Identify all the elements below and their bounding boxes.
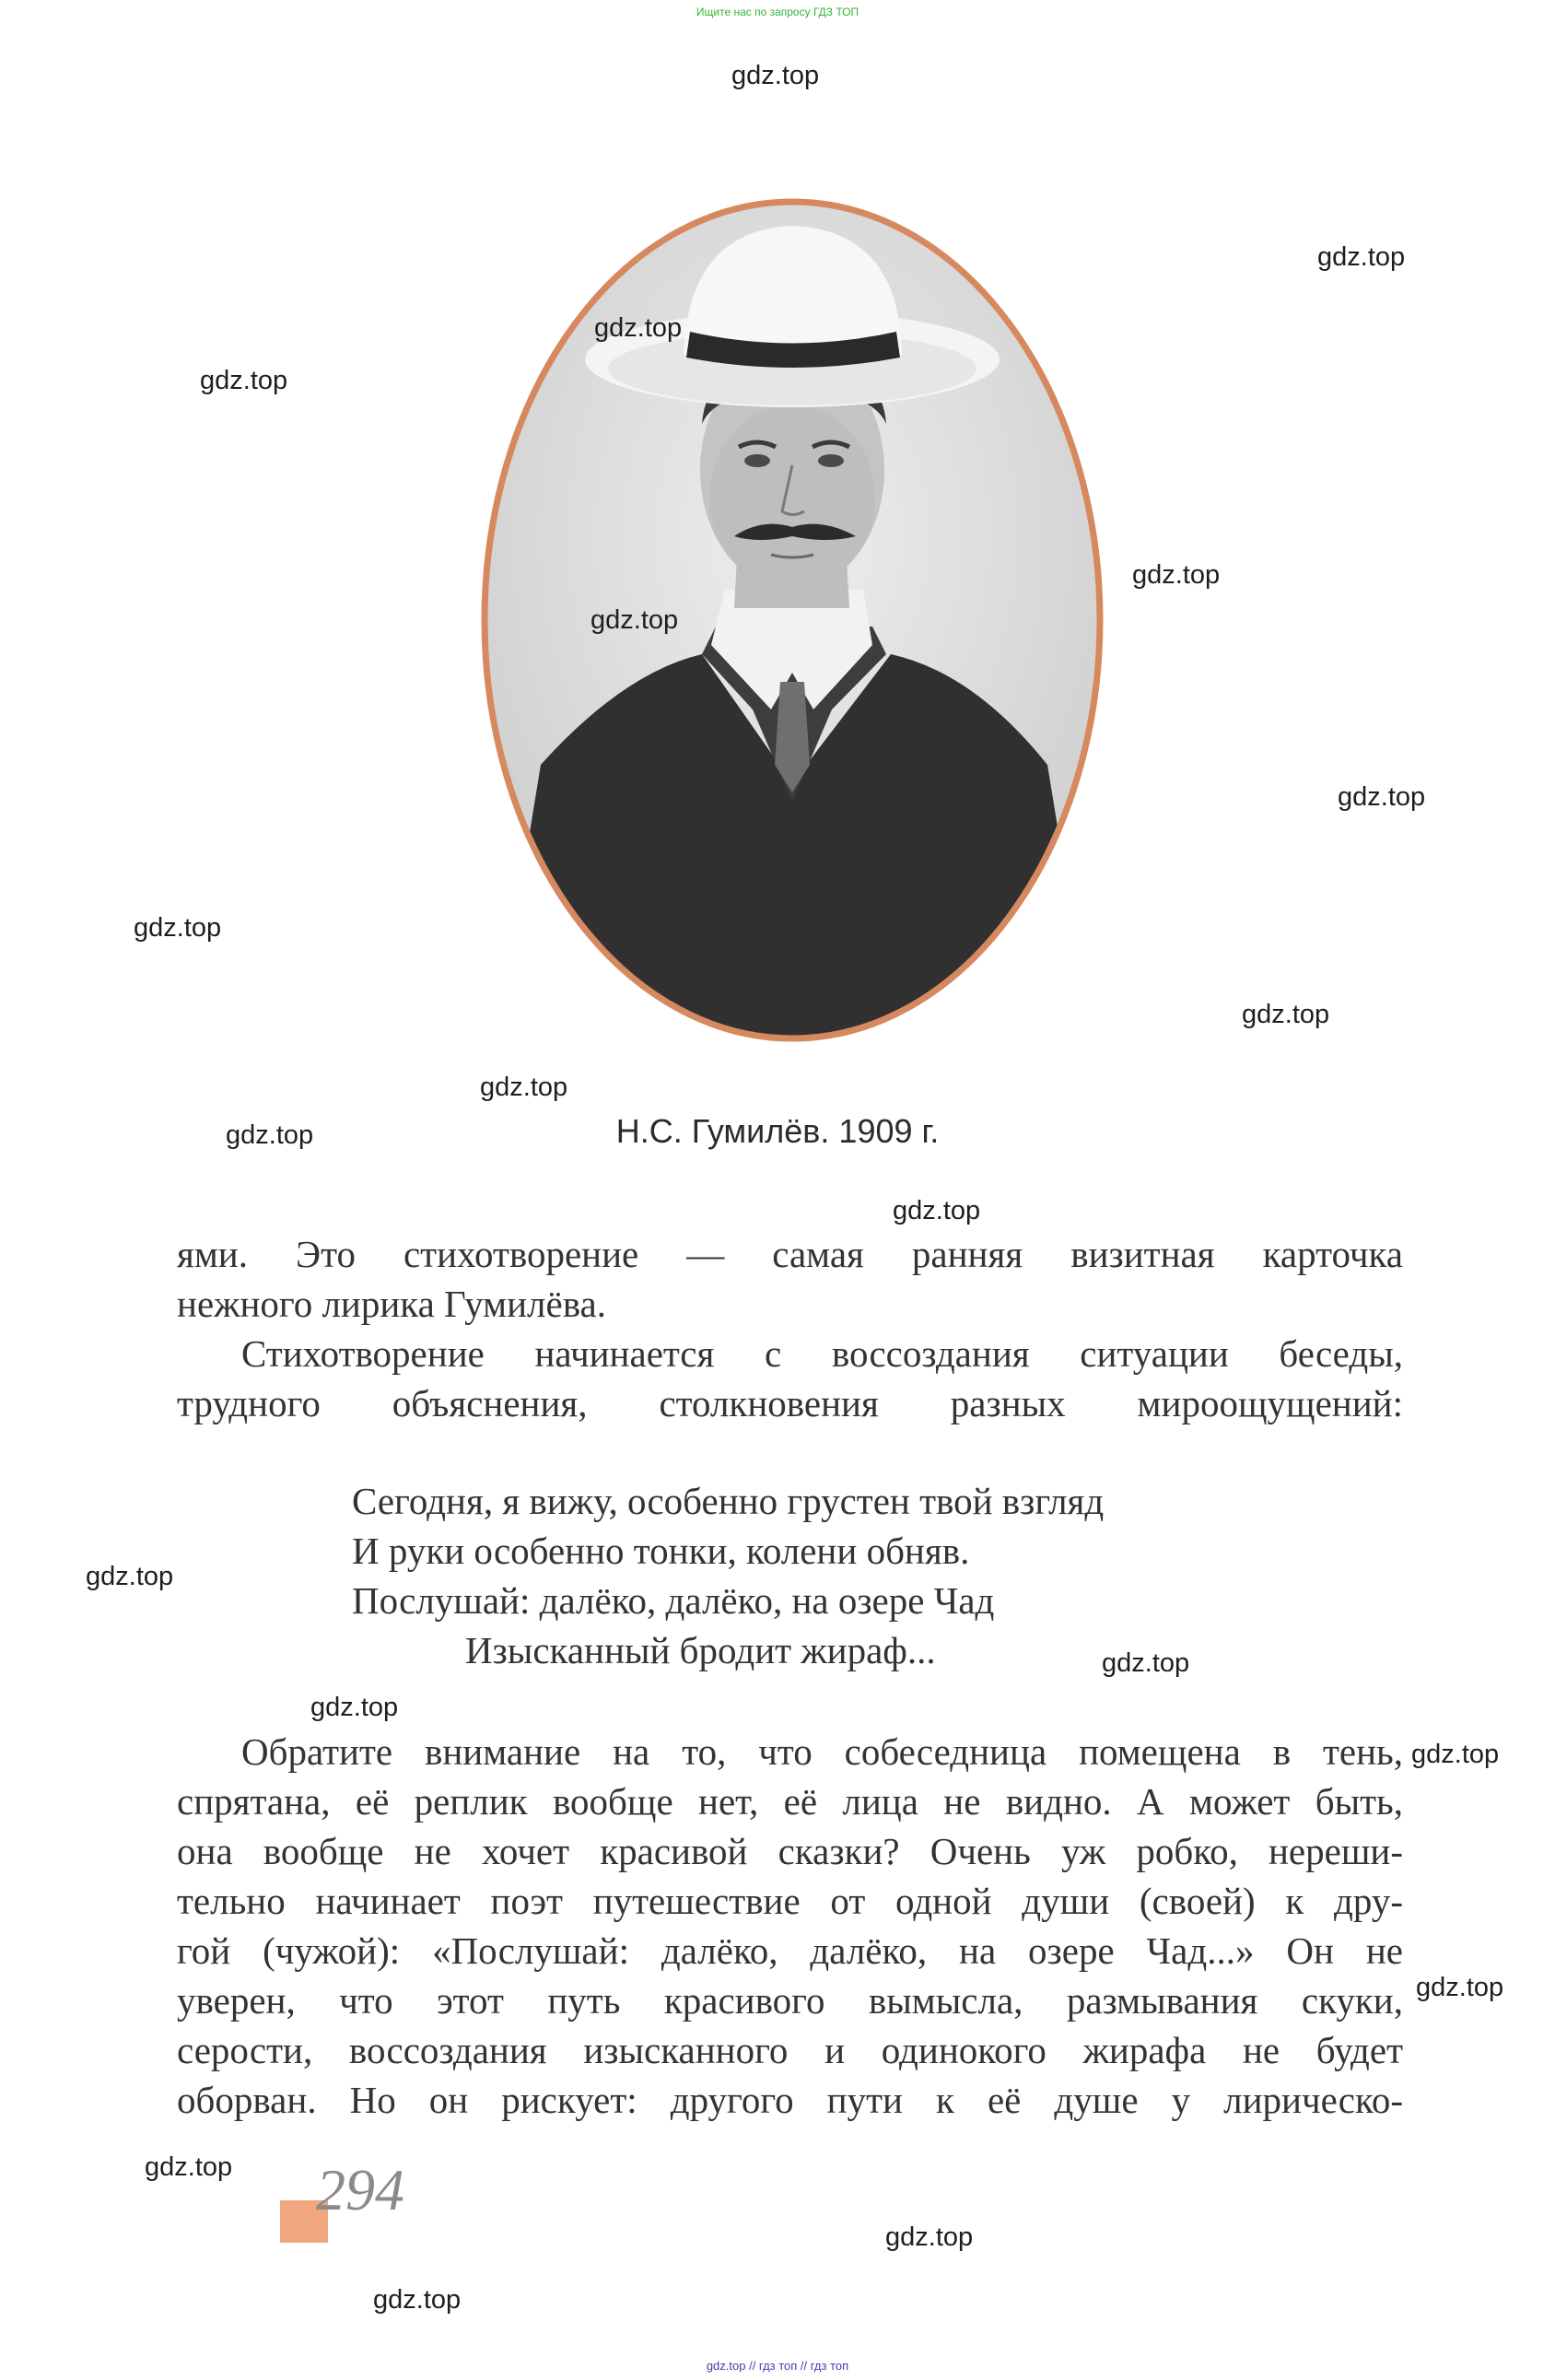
- watermark: gdz.top: [200, 366, 288, 395]
- watermark: gdz.top: [1242, 1000, 1330, 1029]
- watermark: gdz.top: [1102, 1648, 1190, 1678]
- watermark: gdz.top: [226, 1120, 314, 1150]
- text-line: спрятана, её реплик вообще нет, её лица не видно. А может быть,: [177, 1780, 1403, 1823]
- text-line: Стихотворение начинается с воссоздания ситуации беседы,: [241, 1332, 1403, 1375]
- paragraph-2: [177, 1329, 1403, 1428]
- header-note: Ищите нас по запросу ГДЗ ТОП: [696, 6, 859, 18]
- watermark: gdz.top: [893, 1196, 981, 1225]
- text-line: тельно начинает поэт путешествие от одной души (своей) к дру-: [177, 1880, 1403, 1922]
- text-line: Обратите внимание на то, что собеседница помещена в тень,: [241, 1730, 1403, 1773]
- poem-quote: [352, 1476, 1104, 1675]
- watermark: gdz.top: [594, 313, 683, 343]
- page-number: 294: [316, 2157, 404, 2222]
- portrait-image: [476, 193, 1108, 1047]
- watermark: gdz.top: [1338, 782, 1426, 812]
- poem-line: Изысканный бродит жираф...: [465, 1629, 936, 1671]
- paragraph-3: [177, 1727, 1403, 2125]
- text-line: уверен, что этот путь красивого вымысла, размывания скуки,: [177, 1979, 1403, 2022]
- portrait-caption: Н.С. Гумилёв. 1909 г.: [615, 1112, 940, 1150]
- watermark: gdz.top: [1317, 242, 1406, 272]
- poem-line: И руки особенно тонки, колени обняв.: [352, 1530, 970, 1572]
- text-line: трудного объяснения, столкновения разных мироощущений:: [177, 1382, 1403, 1424]
- watermark: gdz.top: [310, 1693, 399, 1722]
- watermark: gdz.top: [480, 1073, 568, 1102]
- text-line: ями. Это стихотворение — самая ранняя визитная карточка: [177, 1233, 1403, 1275]
- watermark: gdz.top: [373, 2285, 462, 2315]
- text-line: она вообще не хочет красивой сказки? Очень уж робко, нереши-: [177, 1830, 1403, 1872]
- watermark: gdz.top: [1416, 1973, 1504, 2002]
- text-line: гой (чужой): «Послушай: далёко, далёко, на озере Чад...» Он не: [177, 1929, 1403, 1972]
- footer-note: gdz.top // гдз топ // гдз топ: [706, 2359, 849, 2373]
- watermark: gdz.top: [86, 1562, 174, 1591]
- watermark: gdz.top: [731, 61, 820, 90]
- watermark: gdz.top: [134, 913, 222, 943]
- watermark: gdz.top: [1132, 560, 1221, 590]
- watermark: gdz.top: [145, 2152, 233, 2182]
- poem-line: Сегодня, я вижу, особенно грустен твой взгляд: [352, 1480, 1105, 1522]
- text-line: нежного лирика Гумилёва.: [177, 1283, 606, 1325]
- paragraph-1: [177, 1229, 1403, 1329]
- portrait-photo: [476, 193, 1108, 1047]
- watermark: gdz.top: [885, 2222, 974, 2252]
- watermark: gdz.top: [590, 605, 679, 635]
- poem-line: Послушай: далёко, далёко, на озере Чад: [352, 1579, 995, 1622]
- watermark: gdz.top: [1411, 1740, 1500, 1769]
- text-line: серости, воссоздания изысканного и одинокого жирафа не будет: [177, 2029, 1403, 2071]
- text-line: оборван. Но он рискует: другого пути к её душе у лирическо-: [177, 2079, 1403, 2121]
